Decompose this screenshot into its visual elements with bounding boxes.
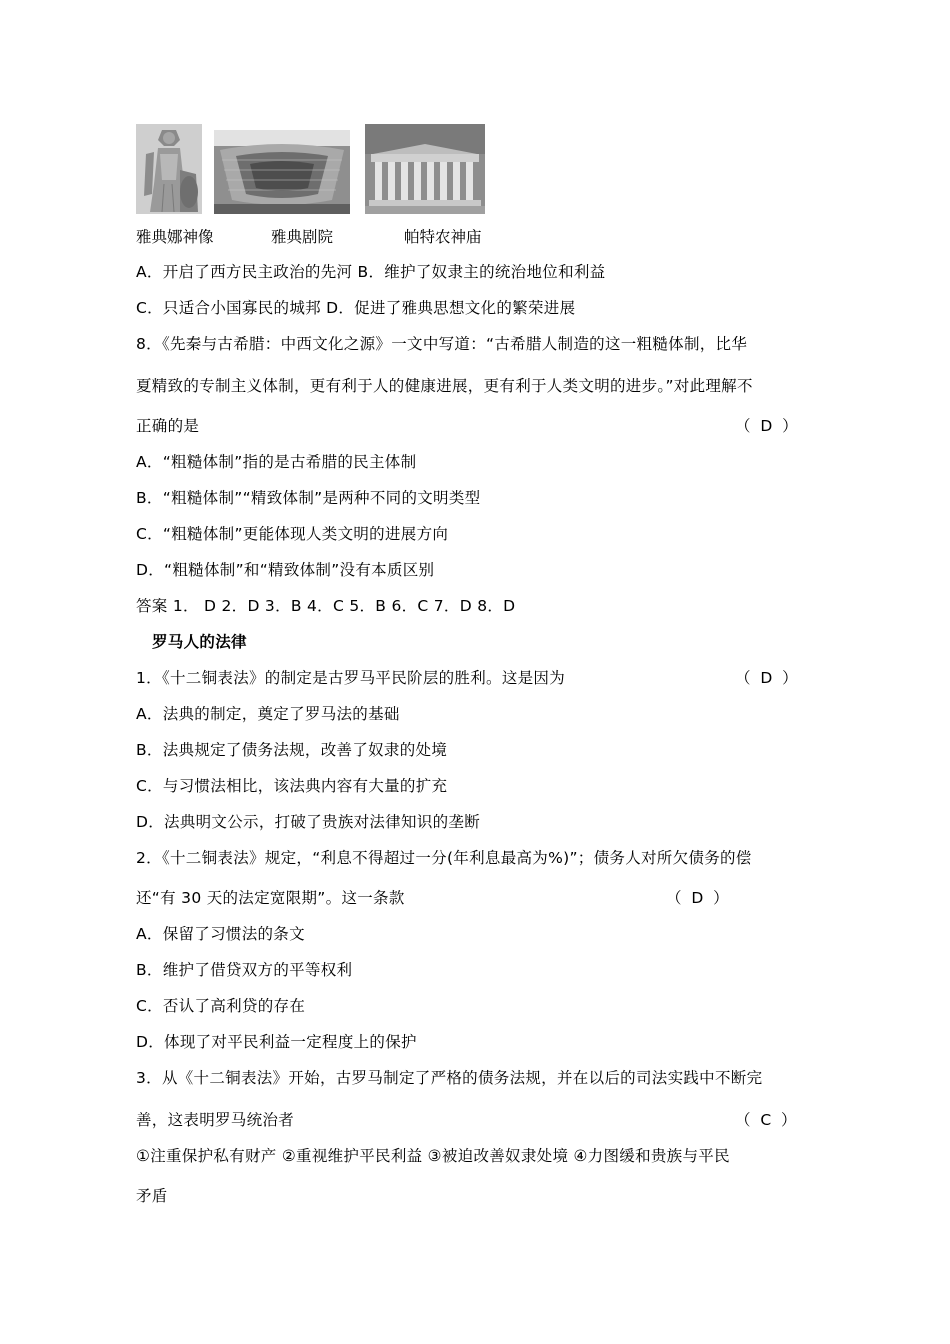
roman-option-2-b: B．维护了借贷双方的平等权利 — [136, 961, 353, 979]
roman-option-1-d: D．法典明文公示，打破了贵族对法律知识的垄断 — [136, 813, 481, 831]
caption-theatre: 雅典剧院 — [271, 228, 334, 246]
option-7-c-d: C．只适合小国寡民的城邦 D．促进了雅典思想文化的繁荣进展 — [136, 299, 576, 317]
question-8-line-3: 正确的是 — [136, 417, 200, 435]
roman-question-1: 1．《十二铜表法》的制定是古罗马平民阶层的胜利。这是因为 — [136, 669, 566, 687]
roman-option-1-b: B．法典规定了债务法规，改善了奴隶的处境 — [136, 741, 448, 759]
roman-question-3-answer: （ C ） — [735, 1111, 797, 1129]
athens-theatre-image — [214, 130, 350, 214]
option-8-b: B．“粗糙体制”“精致体制”是两种不同的文明类型 — [136, 489, 481, 507]
question-8-answer: （ D ） — [735, 417, 798, 435]
option-7-a-b: A．开启了西方民主政治的先河 B．维护了奴隶主的统治地位和利益 — [136, 263, 606, 281]
question-8-line-2: 夏精致的专制主义体制，更有利于人的健康进展，更有利于人类文明的进步。”对此理解不 — [136, 377, 753, 395]
answer-key: 答案 1． D 2．D 3．B 4．C 5．B 6．C 7．D 8．D — [136, 597, 516, 615]
roman-option-2-c: C．否认了高利贷的存在 — [136, 997, 306, 1015]
caption-parthenon: 帕特农神庙 — [404, 228, 482, 246]
roman-question-2-answer: （ D ） — [666, 889, 729, 907]
roman-question-3-line-2: 善，这表明罗马统治者 — [136, 1111, 295, 1129]
roman-question-1-answer: （ D ） — [735, 669, 798, 687]
roman-question-3-line-1: 3．从《十二铜表法》开始，古罗马制定了严格的债务法规，并在以后的司法实践中不断完 — [136, 1069, 763, 1087]
roman-option-1-a: A．法典的制定，奠定了罗马法的基础 — [136, 705, 400, 723]
caption-athena: 雅典娜神像 — [136, 228, 214, 246]
question-8-line-1: 8．《先秦与古希腊：中西文化之源》一文中写道：“古希腊人制造的这一粗糙体制，比华 — [136, 335, 748, 353]
roman-option-2-d: D．体现了对平民利益一定程度上的保护 — [136, 1033, 417, 1051]
parthenon-image — [365, 124, 485, 214]
section-heading: 罗马人的法律 — [152, 633, 247, 651]
roman-question-2-line-2: 还“有 30 天的法定宽限期”。这一条款 — [136, 889, 405, 907]
roman-question-3-items: ①注重保护私有财产 ②重视维护平民利益 ③被迫改善奴隶处境 ④力图缓和贵族与平民 — [136, 1147, 730, 1165]
roman-question-3-items-cont: 矛盾 — [136, 1187, 168, 1205]
option-8-d: D．“粗糙体制”和“精致体制”没有本质区别 — [136, 561, 435, 579]
option-8-c: C．“粗糙体制”更能体现人类文明的进展方向 — [136, 525, 449, 543]
option-8-a: A．“粗糙体制”指的是古希腊的民主体制 — [136, 453, 417, 471]
roman-option-1-c: C．与习惯法相比，该法典内容有大量的扩充 — [136, 777, 448, 795]
roman-question-2-line-1: 2．《十二铜表法》规定，“利息不得超过一分(年利息最高为%)”；债务人对所欠债务的偿 — [136, 849, 752, 867]
athena-statue-image — [136, 124, 202, 214]
roman-option-2-a: A．保留了习惯法的条文 — [136, 925, 305, 943]
